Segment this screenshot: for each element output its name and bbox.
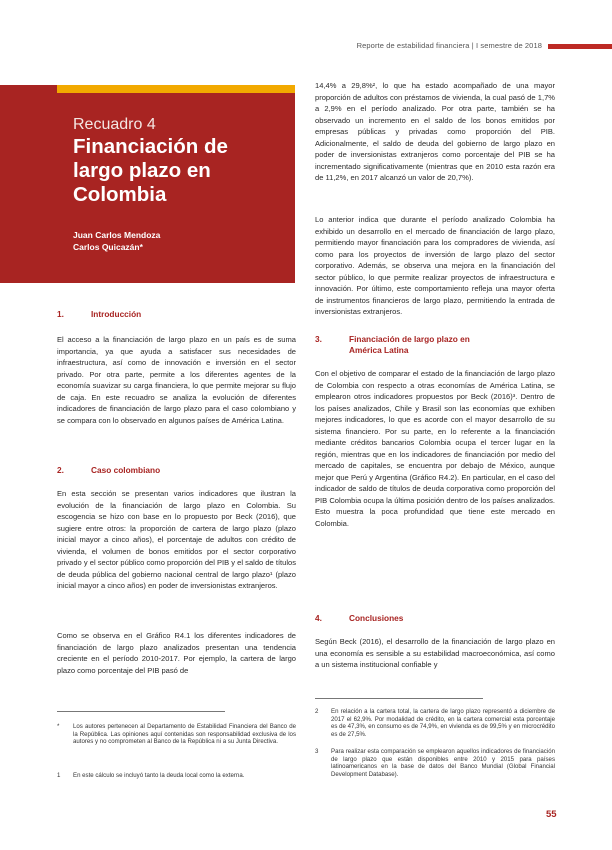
box-title-line: Financiación de	[73, 135, 228, 158]
section-title: Introducción	[91, 309, 142, 319]
paragraph-caso-1: En esta sección se presentan varios indicadores que ilustran la evolución de la financiación de largo plazo en Colombia. Su escogencia se hizo con base en lo propuesto por Beck (2016), que sugiere entre otros: la proporción de cartera de largo plazo (plazo inicial mayor a cinco años), el porcentaje de adultos con crédito de vivienda, el volumen de bonos emitidos por el sector corporativo privado y el sector público como proporción del PIB y el saldo de títulos de deuda pública del gobierno nacional central de largo plazo¹ (plazo inicial mayor a cinco años) en poder de inversionistas extranjeros.	[57, 489, 296, 590]
footnote-mark: 1	[57, 772, 61, 779]
footnote-rule-right	[315, 698, 483, 699]
footnote-authors	[57, 723, 296, 759]
footnote-mark: 2	[315, 708, 319, 715]
section-title-line: Financiación de largo plazo en	[349, 334, 470, 344]
section-title: Conclusiones	[349, 613, 404, 623]
section-number: 1.	[57, 309, 64, 319]
footnote-3	[315, 748, 555, 780]
section-number: 3.	[315, 334, 322, 344]
paragraph-continuation: 14,4% a 29,8%², lo que ha estado acompañado de una mayor proporción de adultos con préstamos de vivienda, la cual pasó de 1,7% a 2,9% en el período analizado. Por otra parte, también se ha observado un incremento en el saldo de los bonos emitidos por empresas públicas y privadas como proporción del PIB. Adicionalmente, el saldo de deuda del gobierno de largo plazo en poder de inversionistas extranjeros como porcentaje del PIB se ha incrementado significativamente (mientras que en 2010 esta razón era de 11,2%, en 2017 alcanzó un valor de 20,7%).	[315, 81, 555, 182]
paragraph-america-latina: Con el objetivo de comparar el estado de la financiación de largo plazo de Colombia con respecto a otras economías de América Latina, se emplearon otros indicadores propuestos por Beck (2016)³. Dentro de los países analizados, Chile y Brasil son las economías que exhiben mejores indicadores, lo que es acorde con el mayor desarrollo de su sistema financiero. Por su parte, en lo referente a la financiación mediante créditos bancarios Colombia ocupa el tercer lugar en la región, mientras que en los indicadores de financiación por medio del mercado de capitales, se encuentra por debajo de México, aunque mejor que Perú y Argentina (Gráfico R4.2). En particular, en el caso del indicador de saldo de títulos de deuda corporativa como proporción del PIB Colombia ocupa la última posición dentro de los países analizados. Esto muestra la poca profundidad que tiene este mercado en Colombia.	[315, 369, 555, 528]
paragraph-introduccion: El acceso a la financiación de largo plazo en un país es de suma importancia, ya que ayuda a satisfacer sus necesidades de infraestructura, así como de innovación e inversión en el sector privado. Por otra parte, permite a los diferentes agentes de la economía suavizar su carga financiera, lo que permite mejorar su flujo de caja. En este recuadro se analiza la evolución de diferentes indicadores de financiación de largo plazo para el caso colombiano y se compara con lo observado en algunos países de América Latina.	[57, 335, 296, 425]
footnote-text: En relación a la cartera total, la cartera de largo plazo representó a diciembre de 2017 el 62,9%. Por modalidad de crédito, en la cartera comercial esta porcentaje es de 47,3%, en consumo es de 74,9%, en vivienda es de 99,5% y en microcrédito es de 27,5%.	[331, 708, 555, 738]
footnote-1	[57, 772, 296, 782]
paragraph-analysis: Lo anterior indica que durante el período analizado Colombia ha exhibido un desarrollo en el mercado de financiación de largo plazo, permitiendo mayor financiación para los compradores de vivienda, así como para los proyectos de inversión de largo plazo del sector corporativo. Además, se observa una mejora en la financiación del sector público, lo que permite realizar proyectos de infraestructura e innovación. Por último, este comportamiento refleja una mayor oferta de instrumentos financieros de largo plazo, permitiendo la entrada de inversionistas extranjeros.	[315, 215, 555, 316]
footnote-text: Los autores pertenecen al Departamento de Estabilidad Financiera del Banco de la República. Las opiniones aquí contenidas son responsabilidad exclusiva de los autores y no comprometen al Banco de la República ni a su Junta Directiva.	[73, 723, 296, 746]
box-title	[73, 135, 283, 207]
author-name: Juan Carlos Mendoza	[73, 230, 161, 240]
paragraph-caso-2: Como se observa en el Gráfico R4.1 los diferentes indicadores de financiación de largo plazo analizados presentan una tendencia creciente en el período 2010-2017. Por ejemplo, la cartera de largo plazo como porcentaje del PIB pasó de	[57, 631, 296, 675]
section-title-line: América Latina	[349, 345, 409, 355]
author-name: Carlos Quicazán*	[73, 242, 143, 252]
footnote-text: En este cálculo se incluyó tanto la deuda local como la externa.	[73, 772, 245, 779]
paragraph-conclusiones: Según Beck (2016), el desarrollo de la financiación de largo plazo en una economía es sensible a su estabilidad macroeconómica, así como a un sistema institucional confiable y	[315, 637, 555, 669]
section-title: Caso colombiano	[91, 465, 161, 475]
box-title-line: Colombia	[73, 183, 167, 206]
section-number: 4.	[315, 613, 322, 623]
title-highlight-bar	[57, 85, 295, 93]
header-accent-bar	[548, 44, 612, 49]
footnote-rule-left	[57, 711, 225, 712]
page-number: 55	[546, 809, 557, 820]
section-heading-america-latina	[315, 334, 555, 358]
footnote-mark: *	[57, 723, 60, 730]
authors	[73, 229, 160, 253]
box-title-line: largo plazo en	[73, 159, 211, 182]
box-label: Recuadro 4	[73, 116, 156, 133]
section-number: 2.	[57, 465, 64, 475]
footnote-2	[315, 708, 555, 740]
running-header: Reporte de estabilidad financiera | I semestre de 2018	[356, 41, 542, 50]
section-title	[349, 334, 470, 356]
footnote-text: Para realizar esta comparación se emplearon aquellos indicadores de financiación de largo plazo que están disponibles entre 2010 y 2015 para países latinoamericanos en la base de datos del Banco Mundial (Global Financial Development Database).	[331, 748, 555, 778]
footnote-mark: 3	[315, 748, 319, 755]
